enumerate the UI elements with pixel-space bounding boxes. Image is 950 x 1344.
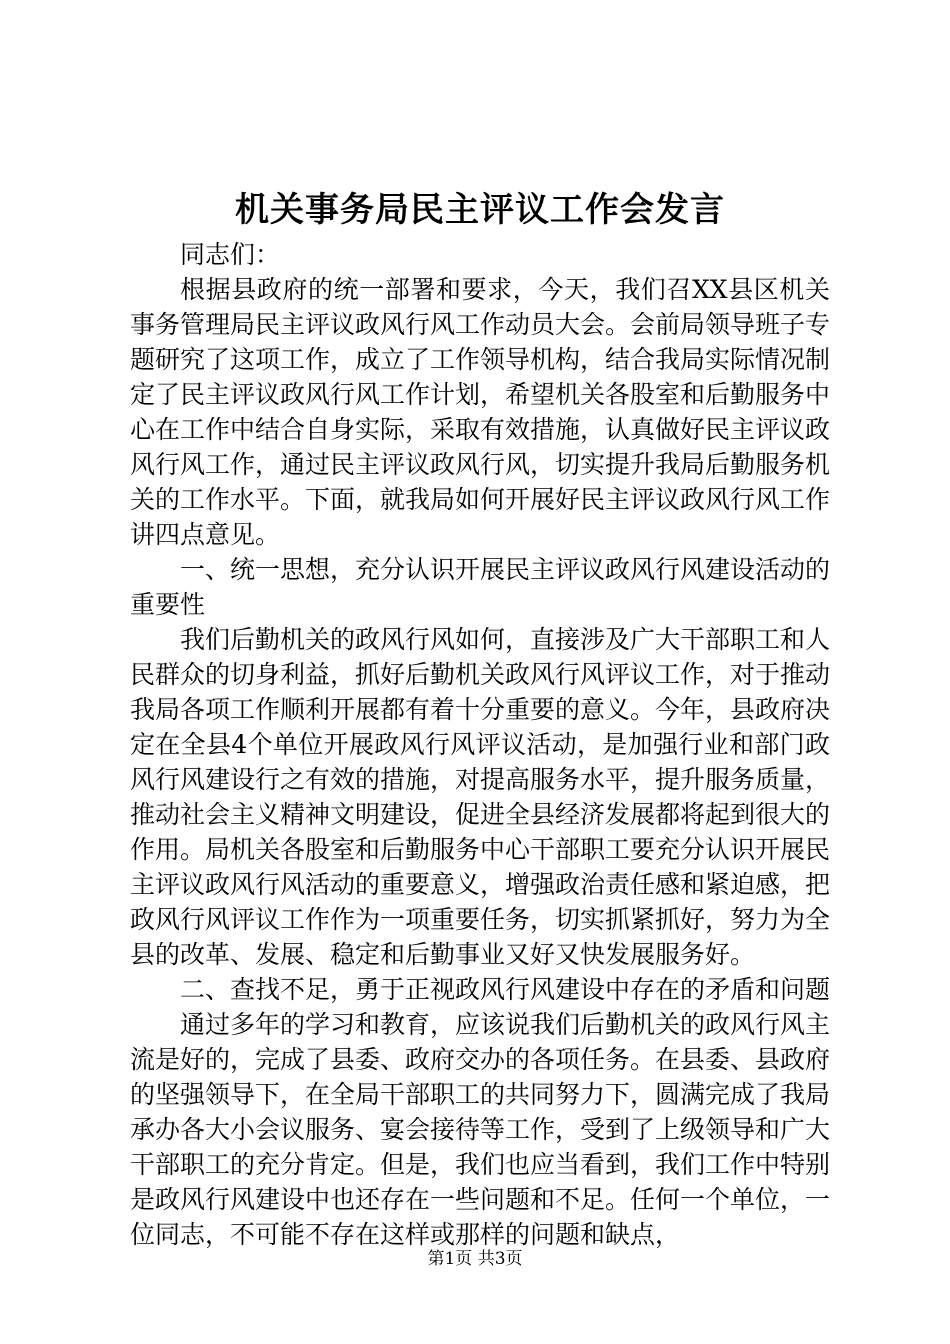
section-heading-1: 一、统一思想，充分认识开展民主评议政风行风建设活动的重要性 [130, 555, 831, 619]
section-heading-2: 二、查找不足，勇于正视政风行风建设中存在的矛盾和问题 [180, 975, 831, 1004]
document-page [130, 185, 830, 1252]
body-paragraph-intro: 根据县政府的统一部署和要求，今天，我们召XX县区机关事务管理局民主评议政风行风工作动员大会。会前局领导班子专题研究了这项工作，成立了工作领导机构，结合我局实际情况制定了民主评议政风行风工作计划，希望机关各股室和后勤服务中心在工作中结合自身实际，采取有效措施，认真做好民主评议政风行风工作，通过民主评议政风行风，切实提升我局后勤服务机关的工作水平。下面，就我局如何开展好民主评议政风行风工作讲四点意见。 [130, 275, 831, 549]
page-number-footer: 第1页 共3页 [427, 1249, 523, 1269]
salutation: 同志们： [180, 240, 281, 269]
document-title: 机关事务局民主评议工作会发言 [235, 190, 725, 230]
body-paragraph-section-2: 通过多年的学习和教育，应该说我们后勤机关的政风行风主流是好的，完成了县委、政府交办的各项任务。在县委、县政府的坚强领导下，在全局干部职工的共同努力下，圆满完成了我局承办各大小会议服务、宴会接待等工作，受到了上级领导和广大干部职工的充分肯定。但是，我们也应当看到，我们工作中特别是政风行风建设中也还存在一些问题和不足。任何一个单位，一位同志，不可能不存在这样或那样的问题和缺点， [130, 1010, 831, 1249]
body-paragraph-section-1: 我们后勤机关的政风行风如何，直接涉及广大干部职工和人民群众的切身利益，抓好后勤机关政风行风评议工作，对于推动我局各项工作顺利开展都有着十分重要的意义。今年，县政府决定在全县4个单位开展政风行风评议活动，是加强行业和部门政风行风建设行之有效的措施，对提高服务水平，提升服务质量，推动社会主义精神文明建设，促进全县经济发展都将起到很大的作用。局机关各股室和后勤服务中心干部职工要充分认识开展民主评议政风行风活动的重要意义，增强政治责任感和紧迫感，把政风行风评议工作作为一项重要任务，切实抓紧抓好，努力为全县的改革、发展、稳定和后勤事业又好又快发展服务好。 [130, 625, 831, 969]
